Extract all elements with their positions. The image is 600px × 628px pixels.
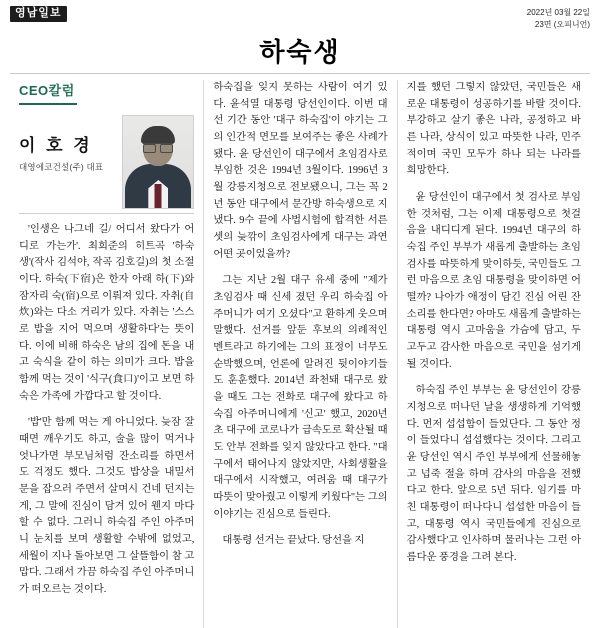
dateline-section: 23면 (오피니언) bbox=[534, 19, 590, 29]
article-columns bbox=[10, 80, 590, 628]
dateline bbox=[527, 6, 590, 30]
author-portrait-photo bbox=[122, 115, 194, 209]
portrait-glasses-shape bbox=[143, 143, 173, 152]
masthead bbox=[10, 6, 590, 29]
portrait-hair-shape bbox=[141, 126, 175, 144]
paragraph: 지를 했던 그렇지 않았던, 국민들은 새로운 대통령이 성공하기를 바랄 것이다. 부강하고 살기 좋은 나라, 공정하고 바른 나라, 상식이 있고 따뜻한 나라, 민주적이며 국민 모두가 하나 되는 나라를 희망한다. bbox=[406, 82, 581, 177]
newspaper-logo[interactable]: 영남일보 bbox=[10, 6, 67, 22]
column-1 bbox=[10, 80, 203, 628]
column-2 bbox=[203, 80, 396, 628]
series-label-underline bbox=[19, 103, 77, 105]
article-headline: 하숙생 bbox=[259, 38, 341, 67]
paragraph: '밥'만 함께 먹는 게 아니었다. 늦잠 잘 때면 깨우기도 하고, 술을 많이 먹거나 엇나가면 부모님처럼 잔소리를 하면서도 걱정도 했다. 그것도 밥상을 내밀서 문을 잡으러 주면서 살며시 건네 던지는 게, 그 말에 진심이 담겨 있어 웬지 마다할 수 없다. 그러니 하숙집 주인 아주머니 눈치를 보며 생활할 수밖에 없었고, 세월이 지나 돌아보면 그 살뜰함이 참 고맙다. 그래서 가끔 하숙집 주인 아주머니가 떠오르는 것이다. bbox=[19, 417, 195, 596]
column-1-body bbox=[19, 222, 194, 599]
paragraph: 윤 당선인이 대구에서 첫 검사로 부임한 것처럼, 그는 이제 대통령으로 첫걸음을 내디디게 된다. 1994년 대구의 하숙집 주인 부부가 새롭게 출발하는 초임검사를 따뜻하게 맞이하듯, 국민들도 그런 마음으로 초임 대통령을 맞이하면 어떨까? 나아가 애정이 담긴 진심 어린 잔소리를 한다면? 아마도 새롭게 출발하는 대통령 역시 고마움을 가슴에 담고, 두고두고 감사한 마음으로 국민을 섬기게 될 것이다. bbox=[406, 192, 581, 370]
column-2-body bbox=[213, 80, 387, 550]
paragraph: 하숙집 주인 부부는 윤 당선인이 강릉지청으로 떠나던 날을 생생하게 기억했다. 먼저 섭섭함이 들었단다. 그 동안 정이 들었다니 섭섭했다는 것이다. 그리고 윤 당선인 역시 주인 부부에게 선물해놓고 넙죽 절을 하며 감사의 마음을 전했다고 한다. 앞으로 5년 뒤다. 임기를 마친 대통령이 떠나다니 섭섭한 마음이 들고, 대통령 역시 국민들에게 진심으로 감사했다'고 인사하며 물러나는 그런 아름다운 풍경을 그려 본다. bbox=[406, 385, 581, 564]
paragraph: 하숙집을 잊지 못하는 사람이 여기 있다. 윤석열 대통령 당선인이다. 이번 대선 기간 동안 '대구 하숙집'이 야기는 그의 인간적 면모를 보여주는 좋은 사례가 됐다. 윤 당선인이 대구에서 초임검사로 부임한 것은 1994년 3월이다. 1996년 3월 강릉지청으로 전보됐으니, 그는 꼭 2년 동안 대구에서 문간방 하숙생으로 지냈다. 9수 끝에 사법시험에 합격한 서른셋의 늦깎이 초임검사에게 대구는 과연 어떤 곳이었을까? bbox=[213, 82, 388, 260]
paragraph: '인생은 나그네 길/ 어디서 왔다가 어디로 가는가'. 최희준의 히트곡 '하숙생'(작사 김석야, 작곡 김호길)의 첫 소절이다. 하숙(下宿)은 한자 아래 하(下)와 잠자리 숙(宿)으로 이뤄져 있다. 자취(自炊)와는 다소 거리가 있다. 자취는 '스스로 밥을 지어 먹으며 생활하다'는 뜻이다. 이에 비해 하숙은 남의 집에 돈을 내고 숙식을 같이 하는 의미가 크다. 밥을 함께 먹는 것이 '식구(食口)'이고 보면 하숙은 가족에 가깝다고 할 것이다. bbox=[19, 224, 195, 402]
column-3 bbox=[397, 80, 590, 628]
author-title: 대영에코건설(주) 대표 bbox=[19, 162, 104, 172]
byline-block bbox=[19, 80, 194, 173]
byline-divider bbox=[19, 213, 194, 214]
column-series-label: CEO칼럼 bbox=[19, 83, 75, 98]
portrait-tie-shape bbox=[155, 184, 162, 208]
author-name: 이 호 경 bbox=[19, 136, 93, 155]
column-3-body bbox=[407, 80, 581, 567]
dateline-date: 2022년 03월 22일 bbox=[526, 8, 590, 17]
paragraph: 대통령 선거는 끝났다. 당선을 지 bbox=[222, 535, 365, 547]
paragraph: 그는 지난 2월 대구 유세 중에 "제가 초임검사 때 신세 졌던 우리 하숙집 아주머니가 여기 오셨다"고 환하게 웃으며 말했다. 선거를 앞둔 후보의 의례적인 멘트라고 하기에는 그의 표정이 너무도 순박했으며, 언론에 알려진 뒷이야기들도 훈훈했다. 2014년 좌천돼 대구로 왔을 때도 그는 전화로 대구에 왔다고 하숙집 아주머니에게 '신고' 했고, 2020년 초 대구에 코로나가 급속도로 확산될 때도 안부 전화를 잊지 않았다고 한다. "대구에서 태어나지 않았지만, 사회생활을 대구에서 시작했고, 여려움 때 대구가 따뜻이 맞아줬고 이렇게 키웠다"는 그의 이야기는 진심으로 들린다. bbox=[213, 275, 388, 520]
headline-divider bbox=[10, 73, 590, 74]
